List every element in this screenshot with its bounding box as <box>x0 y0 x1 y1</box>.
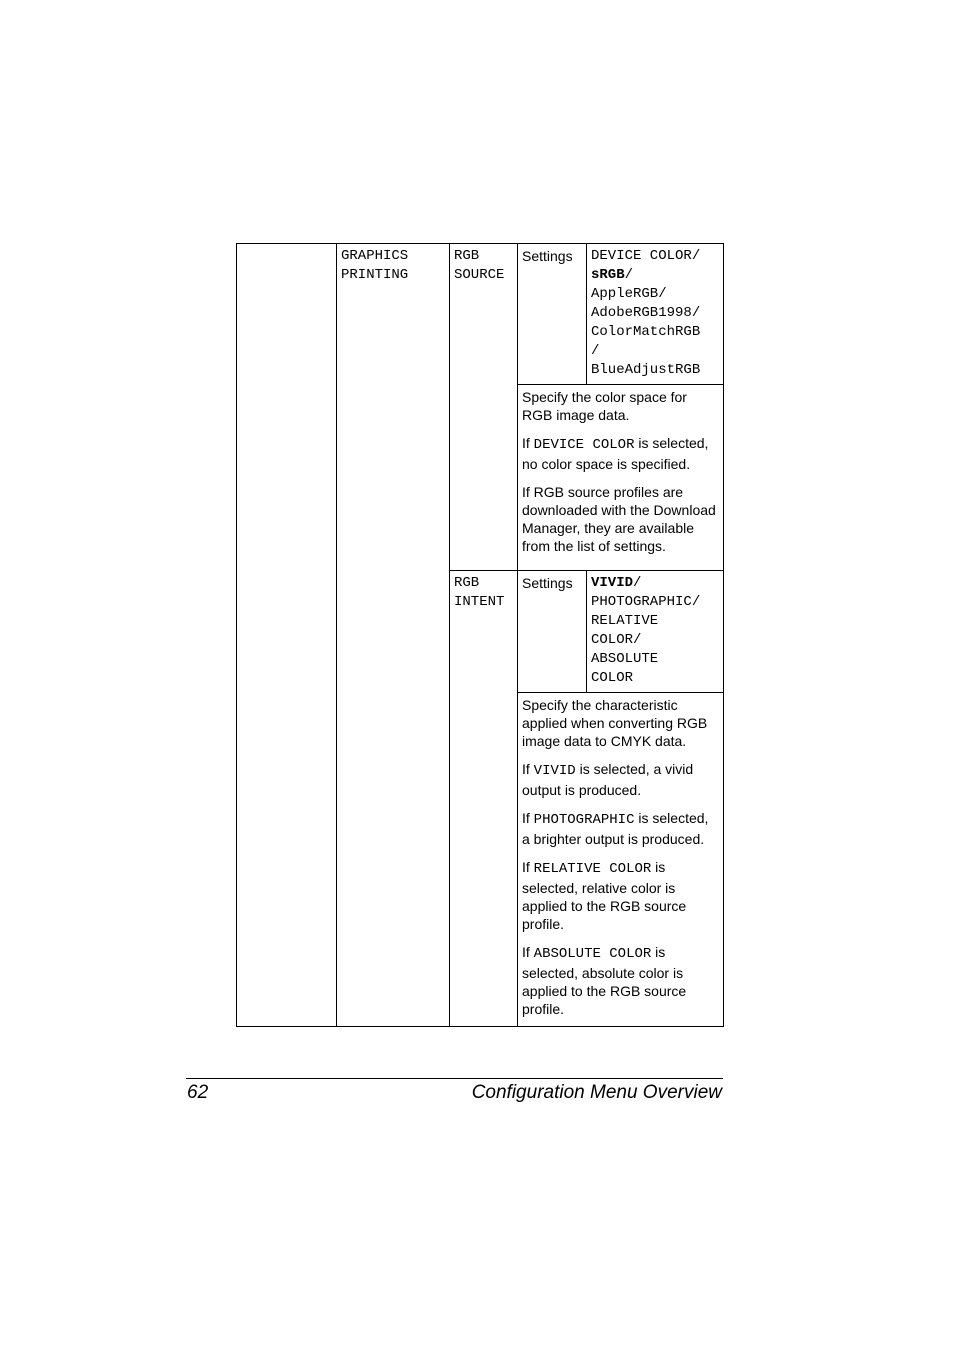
rgb-intent-cell <box>450 571 518 1027</box>
rgb-intent-desc-3 <box>522 809 719 848</box>
text: If <box>522 435 534 451</box>
empty-menu-column <box>237 244 337 1027</box>
code-vivid: VIVID <box>533 763 576 779</box>
text: is selected, absolute color is applied to the RGB source profile. <box>522 944 687 1017</box>
rgb-source-desc-2 <box>522 434 719 473</box>
text: is selected, relative color is applied to the RGB source profile. <box>522 859 687 932</box>
option-separator: / <box>624 267 634 283</box>
rgb-intent-settings-label-cell <box>518 571 587 693</box>
rgb-source-options-cell <box>587 244 724 385</box>
option-separator: / <box>591 343 600 359</box>
rgb-intent-options-cell <box>587 571 724 693</box>
rgb-source-settings-label-cell <box>518 244 587 385</box>
option-relative: RELATIVE <box>591 613 659 629</box>
rgb-source-label: RGB SOURCE <box>454 248 505 283</box>
rgb-source-cell <box>450 244 518 571</box>
text: is selected, a vivid output is produced. <box>522 761 694 798</box>
rgb-intent-desc-2 <box>522 760 719 799</box>
code-device-color: DEVICE COLOR <box>533 437 635 453</box>
option-colormatchrgb: ColorMatchRGB <box>591 324 701 340</box>
option-srgb-default: sRGB <box>591 267 625 283</box>
text: is selected, no color space is specified. <box>522 435 709 472</box>
option-applergb: AppleRGB/ <box>591 286 667 302</box>
option-photographic: PHOTOGRAPHIC/ <box>591 594 701 610</box>
rgb-source-desc-1: Specify the color space for RGB image data. <box>522 389 687 423</box>
text: If <box>522 761 534 777</box>
rgb-intent-desc-1: Specify the characteristic applied when converting RGB image data to CMYK data. <box>522 697 708 749</box>
code-relative-color: RELATIVE COLOR <box>533 861 652 877</box>
rgb-intent-label: RGB INTENT <box>454 575 505 610</box>
code-photographic: PHOTOGRAPHIC <box>533 812 635 828</box>
option-absolute: ABSOLUTE <box>591 651 659 667</box>
menu-name-cell <box>337 244 450 1027</box>
text: If <box>522 859 534 875</box>
option-adobergb1998: AdobeRGB1998/ <box>591 305 701 321</box>
text: If <box>522 944 534 960</box>
footer-rule <box>186 1078 723 1079</box>
menu-name: GRAPHICS PRINTING <box>341 248 409 283</box>
option-blueadjustrgb: BlueAdjustRGB <box>591 362 701 378</box>
option-device-color: DEVICE COLOR/ <box>591 248 701 264</box>
option-absolute-color: COLOR <box>591 670 634 686</box>
code-absolute-color: ABSOLUTE COLOR <box>533 946 652 962</box>
option-separator: / <box>633 575 642 591</box>
settings-label: Settings <box>522 248 573 264</box>
rgb-source-description-cell <box>518 385 724 571</box>
text: If <box>522 810 534 826</box>
section-title: Configuration Menu Overview <box>471 1082 722 1103</box>
settings-label: Settings <box>522 575 573 591</box>
rgb-intent-desc-5 <box>522 943 719 1018</box>
configuration-menu-table <box>236 243 724 1027</box>
rgb-intent-description-cell <box>518 693 724 1027</box>
page-number: 62 <box>187 1082 209 1103</box>
option-relative-color: COLOR/ <box>591 632 642 648</box>
rgb-intent-desc-4 <box>522 858 719 933</box>
rgb-source-desc-3: If RGB source profiles are downloaded with the Download Manager, they are available from the list of settings. <box>522 484 716 554</box>
option-vivid-default: VIVID <box>591 575 634 591</box>
text: is selected, a brighter output is produced. <box>522 810 709 847</box>
